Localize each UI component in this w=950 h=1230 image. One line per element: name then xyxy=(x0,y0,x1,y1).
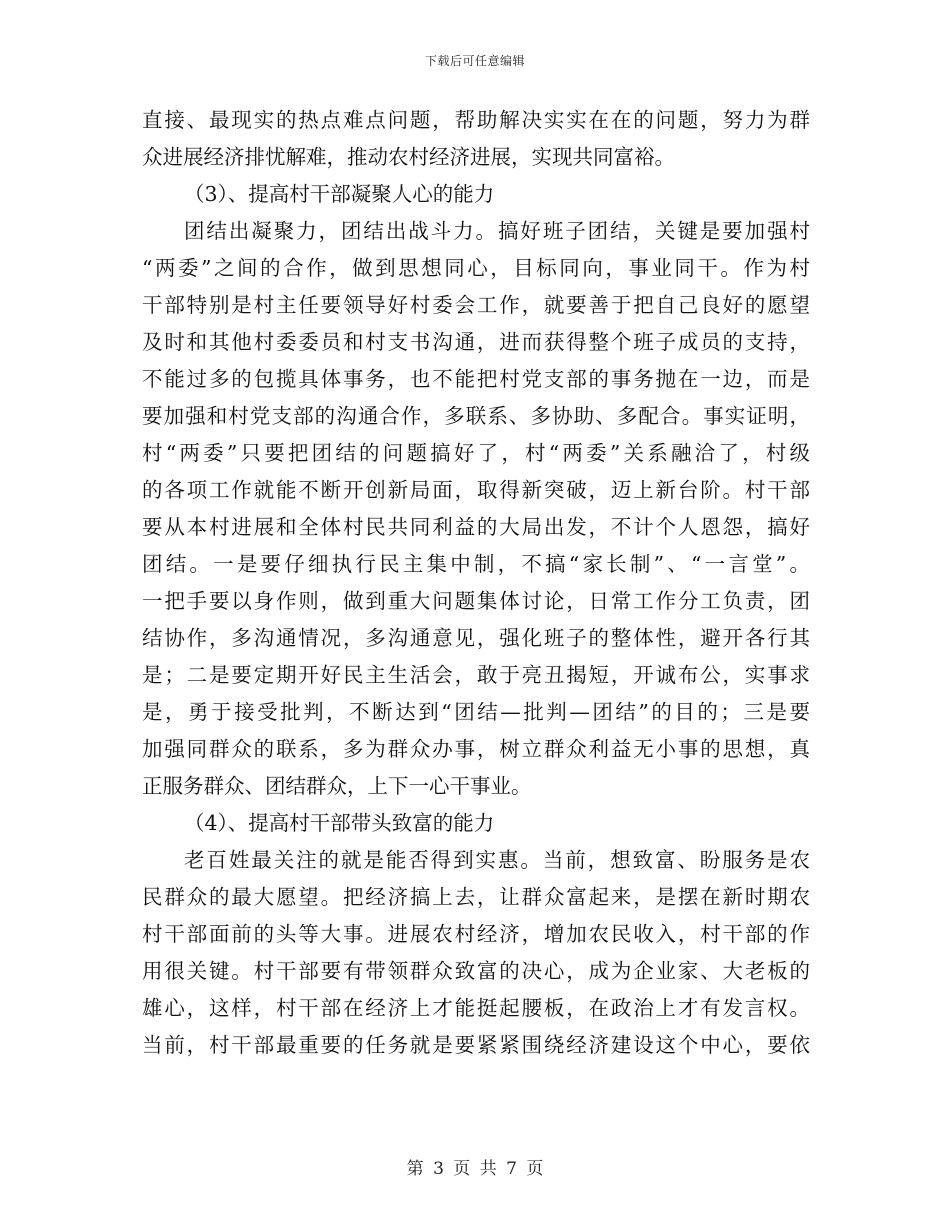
text-line: 干部特别是村主任要领导好村委会工作，就要善于把自己良好的愿望 xyxy=(142,293,810,317)
text-line: 要加强和村党支部的沟通合作，多联系、多协助、多配合。事实证明， xyxy=(142,404,810,428)
text-line: 不能过多的包揽具体事务，也不能把村党支部的事务抛在一边，而是 xyxy=(142,367,810,391)
text-line: 雄心，这样，村干部在经济上才能挺起腰板，在政治上才有发言权。 xyxy=(142,996,810,1020)
text-line: 团结。一是要仔细执行民主集中制，不搞“家长制”、“一言堂”。 xyxy=(142,552,810,576)
text-line: 结协作，多沟通情况，多沟通意见，强化班子的整体性，避开各行其 xyxy=(142,626,810,650)
section-heading: （4）、提高村干部带头致富的能力 xyxy=(184,811,495,835)
section-heading: （3）、提高村干部凝聚人心的能力 xyxy=(184,182,495,206)
text-line: 加强同群众的联系，多为群众办事，树立群众利益无小事的思想，真 xyxy=(142,737,810,761)
text-line: 用很关键。村干部要有带领群众致富的决心，成为企业家、大老板的 xyxy=(142,959,810,983)
text-line: 民群众的最大愿望。把经济搞上去，让群众富起来，是摆在新时期农 xyxy=(142,885,810,909)
page-number-footer: 第 3 页 共 7 页 xyxy=(406,1159,544,1179)
text-line: 是，勇于接受批判，不断达到“团结—批判—团结”的目的；三是要 xyxy=(142,700,810,724)
paragraph-first-line: 团结出凝聚力，团结出战斗力。搞好班子团结，关键是要加强村 xyxy=(184,219,810,243)
text-line: 是；二是要定期开好民主生活会，敢于亮丑揭短，开诚布公，实事求 xyxy=(142,663,810,687)
page-header: 下载后可任意编辑 xyxy=(424,54,525,68)
text-line: “两委”之间的合作，做到思想同心，目标同向，事业同干。作为村 xyxy=(142,256,810,280)
paragraph-first-line: 老百姓最关注的就是能否得到实惠。当前，想致富、盼服务是农 xyxy=(184,848,810,872)
text-line: 要从本村进展和全体村民共同利益的大局出发，不计个人恩怨，搞好 xyxy=(142,515,810,539)
text-line: 一把手要以身作则，做到重大问题集体讨论，日常工作分工负责，团 xyxy=(142,589,810,613)
text-line: 村干部面前的头等大事。进展农村经济，增加农民收入，村干部的作 xyxy=(142,922,810,946)
text-line: 的各项工作就能不断开创新局面，取得新突破，迈上新台阶。村干部 xyxy=(142,478,810,502)
document-body xyxy=(142,102,810,1064)
text-line: 村“两委”只要把团结的问题搞好了，村“两委”关系融洽了，村级 xyxy=(142,441,810,465)
text-line: 当前，村干部最重要的任务就是要紧紧围绕经济建设这个中心，要依 xyxy=(142,1033,810,1057)
text-line: 及时和其他村委委员和村支书沟通，进而获得整个班子成员的支持， xyxy=(142,330,810,354)
text-line: 正服务群众、团结群众，上下一心干事业。 xyxy=(142,774,532,798)
text-line: 众进展经济排忧解难，推动农村经济进展，实现共同富裕。 xyxy=(142,145,675,169)
text-line: 直接、最现实的热点难点问题，帮助解决实实在在的问题，努力为群 xyxy=(142,108,810,132)
